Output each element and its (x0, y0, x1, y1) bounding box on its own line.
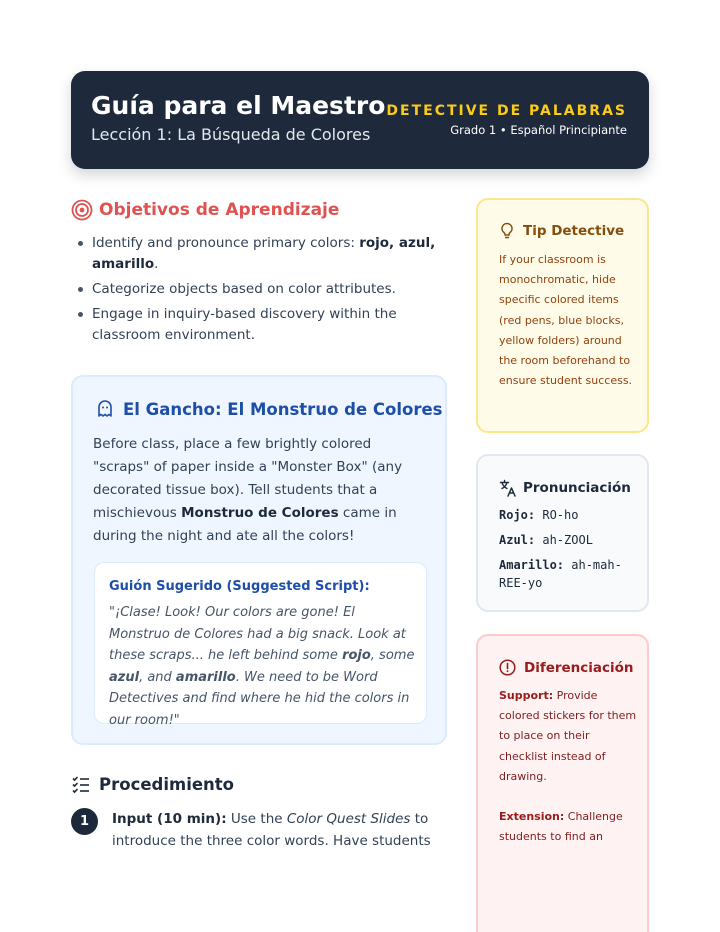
step-text: Input (10 min): Use the Color Quest Slides to introduce the three color words. Have students (112, 811, 431, 849)
pronunciation-title: Pronunciación (523, 480, 631, 496)
hook-description: Before class, place a few brightly colored "scraps" of paper inside a "Monster Box" (any decorated tissue box). Tell students that a mischievous Monstruo de Colores came in during the night and ate all the colors! (93, 436, 403, 544)
list-item: Engage in inquiry-based discovery within the classroom environment. (76, 304, 456, 346)
list-item: Amarillo: ah-mah-REE-yo (499, 558, 622, 590)
differentiation-heading (499, 659, 634, 676)
list-item: Categorize objects based on color attributes. (76, 279, 456, 300)
script-title: Guión Sugerido (Suggested Script): (109, 579, 370, 594)
hook-card (71, 375, 447, 745)
differentiation-title: Diferenciación (524, 659, 634, 676)
pronunciation-card (476, 454, 649, 612)
lightbulb-icon (499, 222, 515, 240)
objectives-list (76, 233, 456, 350)
translate-icon (499, 479, 517, 497)
brand-label: DETECTIVE DE PALABRAS (386, 103, 627, 119)
grade-label: Grado 1 • Español Principiante (450, 123, 627, 137)
target-icon (71, 199, 93, 221)
script-text: "¡Clase! Look! Our colors are gone! El Monstruo de Colores had a big snack. Look at these scraps... he left behind some rojo, some azul, and amarillo. We need to be Word Detectives and find where he hid the colors in our room!" (109, 605, 415, 728)
checklist-icon (71, 774, 91, 794)
list-item: Identify and pronounce primary colors: rojo, azul, amarillo. (76, 233, 456, 275)
hook-title: El Gancho: El Monstruo de Colores (123, 399, 443, 419)
ghost-icon (95, 399, 115, 419)
suggested-script-box (94, 562, 427, 728)
hook-heading (95, 399, 442, 419)
tip-text: If your classroom is monochromatic, hide specific colored items (red pens, blue blocks, yellow folders) around the room beforehand to ensure student success. (499, 253, 633, 388)
lesson-subtitle: Lección 1: La Búsqueda de Colores (91, 125, 371, 144)
objectives-heading (71, 199, 339, 221)
pronunciation-list (499, 506, 639, 599)
differentiation-card (476, 634, 649, 932)
tip-title: Tip Detective (523, 223, 625, 239)
lesson-header (71, 71, 649, 169)
procedure-heading (71, 774, 234, 794)
tip-heading (499, 222, 624, 240)
procedure-title: Procedimiento (99, 774, 235, 794)
page-title: Guía para el Maestro (91, 91, 386, 120)
support-paragraph: Support: Provide colored stickers for them to place on their checklist instead of drawing. (499, 689, 637, 783)
differentiation-text (499, 686, 639, 847)
fade-overlay (478, 872, 647, 932)
list-item: Rojo: RO-ho (499, 508, 579, 522)
tip-card (476, 198, 649, 433)
list-item: Azul: ah-ZOOL (499, 533, 593, 547)
step-number-badge: 1 (71, 808, 98, 835)
pronunciation-heading (499, 479, 631, 497)
extension-paragraph: Extension: Challenge students to find an (499, 810, 623, 844)
alert-circle-icon (499, 659, 516, 676)
objectives-title: Objetivos de Aprendizaje (99, 200, 340, 220)
